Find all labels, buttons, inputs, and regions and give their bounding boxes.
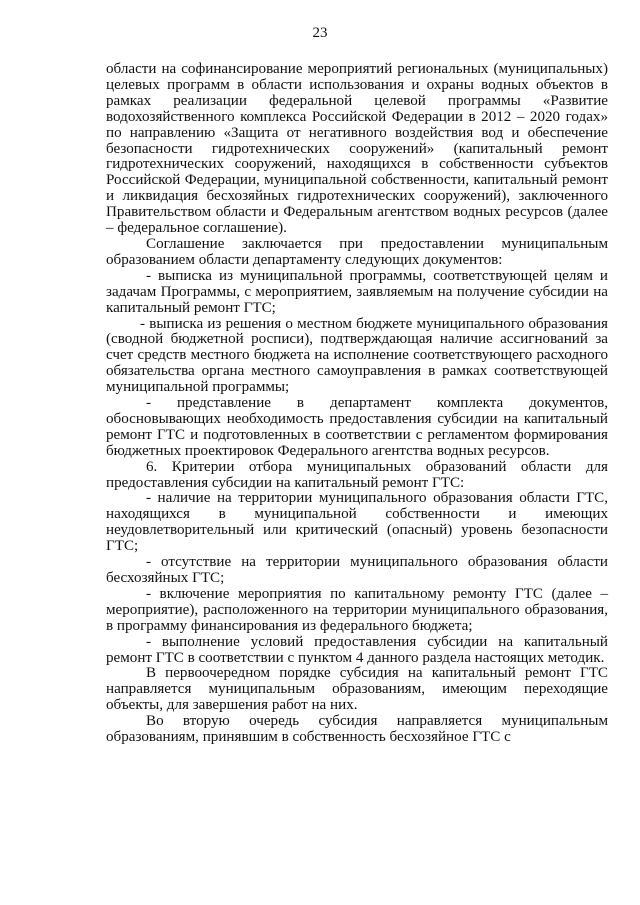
list-item-program-extract: - выписка из муниципальной программы, соответствующей целям и задачам Программы, с мероприятием, заявляемым на получение субсидии на капитальный ремонт ГТС;: [106, 267, 608, 316]
list-item-documents-submission: - представление в департамент комплекта документов, обосновывающих необходимость предоставления субсидии на капитальный ремонт ГТС и подготовленных в соответствии с регламентом формирования бюджетных проектировок Федерального агентства водных ресурсов.: [106, 395, 608, 459]
page-body: [106, 62, 608, 746]
paragraph-priority-second: Во вторую очередь субсидия направляется муниципальным образованиям, принявшим в собственность бесхозяйное ГТС с: [106, 713, 608, 746]
list-item-criterion-conditions: - выполнение условий предоставления субсидии на капитальный ремонт ГТС в соответствии с пунктом 4 данного раздела настоящих методик.: [106, 633, 608, 666]
page-number: 23: [312, 25, 328, 41]
paragraph-selection-criteria: 6. Критерии отбора муниципальных образований области для предоставления субсидии на капитальный ремонт ГТС:: [106, 458, 608, 491]
list-item-criterion-federal-program: - включение мероприятия по капитальному ремонту ГТС (далее – мероприятие), расположенного на территории муниципального образования, в программу финансирования из федерального бюджета;: [106, 585, 608, 634]
list-item-criterion-no-ownerless: - отсутствие на территории муниципального образования области бесхозяйных ГТС;: [106, 554, 608, 586]
list-item-criterion-gts-presence: - наличие на территории муниципального образования области ГТС, находящихся в муниципальной собственности и имеющих неудовлетворительный или критический (опасный) уровень безопасности ГТС;: [106, 490, 608, 555]
paragraph-agreement-documents: Соглашение заключается при предоставлении муниципальным образованием области департаменту следующих документов:: [106, 235, 608, 268]
paragraph-priority-first: В первоочередном порядке субсидия на капитальный ремонт ГТС направляется муниципальным образованиям, имеющим переходящие объекты, для завершения работ на них.: [106, 665, 608, 714]
paragraph-federal-agreement: области на софинансирование мероприятий региональных (муниципальных) целевых программ в области использования и охраны водных объектов в рамках реализации федеральной целевой программы «Развитие водохозяйственного комплекса Российской Федерации в 2012 – 2020 годах» по направлению «Защита от негативного воздействия вод и обеспечение безопасности гидротехнических сооружений» (капитальный ремонт гидротехнических сооружений, находящихся в собственности субъектов Российской Федерации, муниципальной собственности, капитальный ремонт и ликвидация бесхозяйных гидротехнических сооружений), заключенного Правительством области и Федеральным агентством водных ресурсов (далее – федеральное соглашение).: [106, 61, 608, 237]
list-item-budget-extract: - выписка из решения о местном бюджете муниципального образования (сводной бюджетной росписи), подтверждающая наличие ассигнований за счет средств местного бюджета на исполнение соответствующего расходного обязательства органа местного самоуправления в рамках соответствующей муниципальной программы;: [106, 315, 608, 396]
